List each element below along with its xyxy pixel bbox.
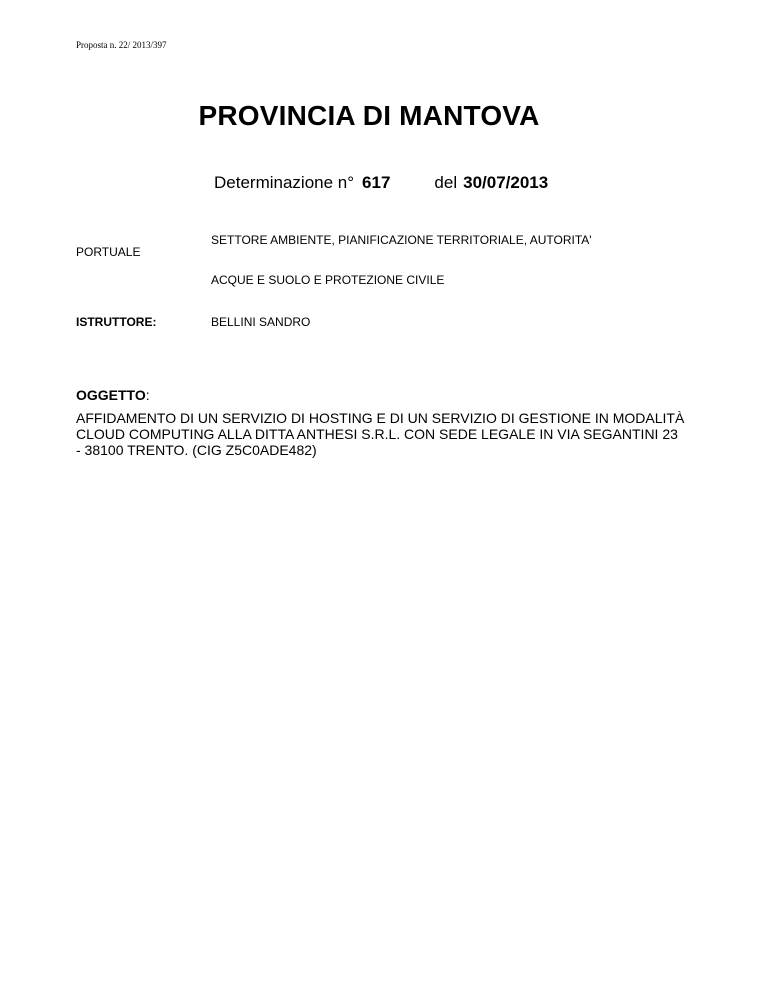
proposta-reference: Proposta n. 22/ 2013/397 (76, 40, 167, 50)
determinazione-number: 617 (362, 173, 391, 192)
oggetto-text (76, 410, 716, 458)
oggetto-label: OGGETTO (76, 387, 146, 403)
settore-line-3: ACQUE E SUOLO E PROTEZIONE CIVILE (211, 273, 445, 287)
istruttore-value: BELLINI SANDRO (211, 315, 311, 329)
determinazione-line (214, 173, 548, 193)
oggetto-colon: : (145, 387, 150, 403)
document-title: PROVINCIA DI MANTOVA (198, 100, 540, 131)
oggetto-line-1: AFFIDAMENTO DI UN SERVIZIO DI HOSTING E DI UN SERVIZIO DI GESTIONE IN MODALITÀ (76, 410, 685, 426)
determinazione-date: 30/07/2013 (463, 173, 549, 192)
settore-line-2: PORTUALE (76, 245, 141, 259)
oggetto-heading (76, 387, 150, 403)
oggetto-line-3: - 38100 TRENTO. (CIG Z5C0ADE482) (76, 442, 317, 458)
del-label: del (434, 173, 458, 192)
determinazione-label: Determinazione n° (214, 173, 355, 192)
istruttore-label: ISTRUTTORE: (76, 315, 157, 329)
settore-line-1: SETTORE AMBIENTE, PIANIFICAZIONE TERRITORIALE, AUTORITA' (211, 233, 592, 247)
oggetto-line-2: CLOUD COMPUTING ALLA DITTA ANTHESI S.R.L. CON SEDE LEGALE IN VIA SEGANTINI 23 (76, 426, 678, 442)
